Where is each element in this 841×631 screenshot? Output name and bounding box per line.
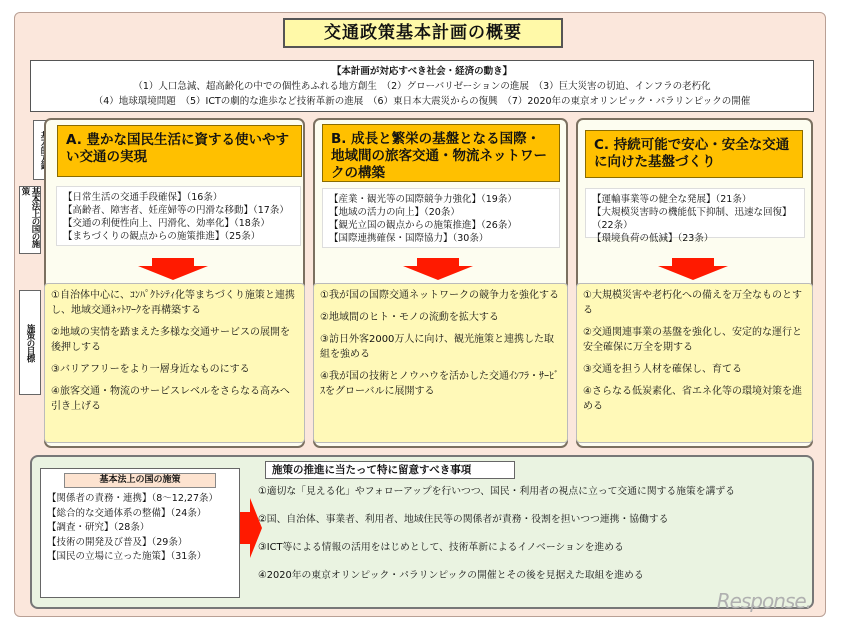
law-item: 【関係者の責務・連携】（8～12,27条） [47,493,218,504]
law-item: 【産業・観光等の国際競争力強化】（19条） [329,194,517,205]
law-item: 【大規模災害時の機能低下抑制、迅速な回復】（22条） [592,207,792,231]
goal-item: ②地域間のヒト・モノの流動を拡大する [320,312,499,323]
page-title: 交通政策基本計画の概要 [283,18,563,48]
column-a-header: A. 豊かな国民生活に資する使いやすい交通の実現 [57,125,302,177]
column-c-goals [576,283,813,443]
law-item: 【技術の開発及び普及】（29条） [47,536,188,548]
side-label-goals: 施策の目標 [19,290,41,395]
bottom-right-heading: 施策の推進に当たって特に留意すべき事項 [265,461,515,479]
goal-item: ②交通関連事業の基盤を強化し、安定的な運行と安全確保に万全を期する [583,327,802,353]
column-c-laws [585,188,805,244]
law-item: 【地域の活力の向上】（20条） [329,207,460,218]
bottom-left-laws [40,468,240,598]
goal-item: ①我が国の国際交通ネットワークの競争力を強化する [320,290,559,301]
down-arrow-icon [658,258,728,280]
law-item: 【日常生活の交通手段確保】（16条） [63,192,223,203]
goal-item: ①大規模災害や老朽化への備えを万全なものとする [583,290,802,316]
column-b-header: B. 成長と繁栄の基盤となる国際・地域間の旅客交通・物流ネットワークの構築 [322,124,560,182]
goal-item: ②地域の実情を踏まえた多様な交通サービスの展開を後押しする [51,327,290,353]
column-b-goals [313,283,568,443]
response-watermark: Response. [716,589,811,613]
society-trends-box [30,60,814,112]
down-arrow-icon [138,258,208,280]
bottom-right-items [258,484,808,596]
side-label-law-measures: 基本法上の国の施策 [19,186,41,254]
goal-item: ①自治体中心に、ｺﾝﾊﾟｸﾄｼﾃｨ化等まちづくり施策と連携し、地域交通ﾈｯﾄﾜｰｸを再構築する [51,290,295,316]
law-item: 【交通の利便性向上、円滑化、効率化】（18条） [63,218,270,229]
goal-item: ④さらなる低炭素化、省エネ化等の環境対策を進める [583,386,802,412]
goal-item: ④旅客交通・物流のサービスレベルをさらなる高みへ引き上げる [51,386,290,412]
note-item: ①適切な「見える化」やフォローアップを行いつつ、国民・利用者の視点に立って交通に関する施策を講ずる [258,486,735,497]
goal-item: ③訪日外客2000万人に向け、観光施策と連携した取組を強める [320,334,555,360]
law-item: 【運輸事業等の健全な発展】（21条） [592,194,752,205]
law-item: 【環境負荷の低減】（23条） [592,233,714,244]
society-line-2: （4）地球環境問題 （5）ICTの劇的な進歩など技術革新の進展 （6）東日本大震災からの復興 （7）2020年の東京オリンピック・パラリンピックの開催 [93,96,751,107]
law-item: 【総合的な交通体系の整備】（24条） [47,507,207,519]
goal-item: ③バリアフリーをより一層身近なものにする [51,364,250,375]
goal-item: ④我が国の技術とノウハウを活かした交通ｲﾝﾌﾗ・ｻｰﾋﾞｽをグローバルに展開する [320,371,559,397]
note-item: ④2020年の東京オリンピック・パラリンピックの開催とその後を見据えた取組を進める [258,570,644,581]
law-item: 【まちづくりの観点からの施策推進】（25条） [63,231,261,242]
down-arrow-icon [403,258,473,280]
law-item: 【高齢者、障害者、妊産婦等の円滑な移動】（17条） [63,205,289,216]
column-a-laws [56,186,301,246]
society-heading: 【本計画が対応すべき社会・経済の動き】 [331,66,513,77]
law-item: 【調査・研究】（28条） [47,522,150,533]
note-item: ②国、自治体、事業者、利用者、地域住民等の関係者が責務・役割を担いつつ連携・協働する [258,514,669,525]
law-item: 【国際連携確保・国際協力】（30条） [329,233,489,244]
bottom-left-heading: 基本法上の国の施策 [64,473,216,488]
society-line-1: （1）人口急減、超高齢化の中での個性あふれる地方創生 （2）グローバリゼーションの進展 （3）巨大災害の切迫、インフラの老朽化 [133,81,711,92]
column-c-header: C. 持続可能で安心・安全な交通に向けた基盤づくり [585,130,803,178]
goal-item: ③交通を担う人材を確保し、育てる [583,364,742,375]
column-b-laws [322,188,560,248]
note-item: ③ICT等による情報の活用をはじめとして、技術革新によるイノベーションを進める [258,542,624,553]
law-item: 【国民の立場に立った施策】（31条） [47,551,207,562]
law-item: 【観光立国の観点からの施策推進】（26条） [329,220,517,231]
column-a-goals [44,283,305,443]
